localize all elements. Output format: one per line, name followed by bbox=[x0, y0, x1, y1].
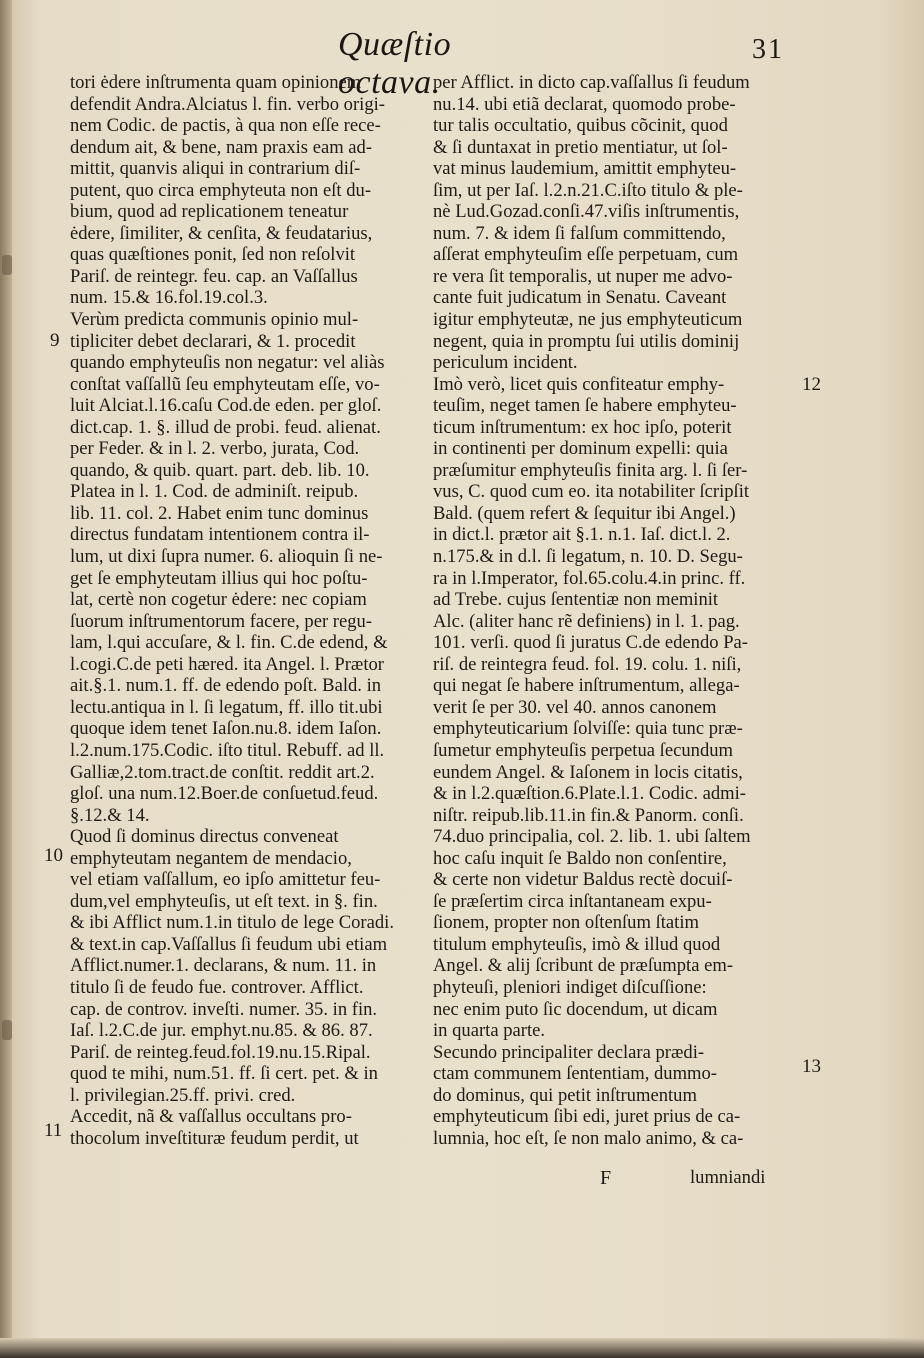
text-line: ad Trebe. cujus ſententiæ non meminit bbox=[433, 589, 719, 611]
text-line: defendit Andra.Alciatus l. fin. verbo origi- bbox=[70, 93, 385, 115]
text-line: Quod ſi dominus directus conveneat bbox=[70, 826, 339, 848]
text-line: Angel. & alij ſcribunt de præſumpta em- bbox=[433, 955, 734, 977]
text-line: tur talis occultatio, quibus cõcinit, quod bbox=[433, 115, 728, 137]
text-line: & ibi Afflict num.1.in titulo de lege Coradi. bbox=[70, 912, 394, 934]
text-line: Imò verò, licet quis confiteatur emphy- bbox=[433, 373, 725, 395]
text-line: negent, quia in promptu ſui utilis dominij bbox=[433, 330, 740, 352]
text-line: quoque idem tenet Iaſon.nu.8. idem Iaſon. bbox=[70, 718, 382, 740]
right-column bbox=[433, 72, 793, 1149]
text-line: §.12.& 14. bbox=[70, 804, 150, 826]
text-line: lectu.antiqua in l. ſi legatum, ff. illo tit.ubi bbox=[70, 696, 383, 718]
text-line: ticum inſtrumentum: ex hoc ipſo, poterit bbox=[433, 416, 732, 438]
text-line: l.cogi.C.de peti hæred. ita Angel. l. Prætor bbox=[70, 653, 384, 675]
edge-mark bbox=[2, 1020, 12, 1040]
text-line: quando emphyteuſis non negatur: vel aliàs bbox=[70, 352, 385, 374]
text-line: quod te mihi, num.51. ff. ſi cert. pet. & in bbox=[70, 1063, 378, 1085]
edge-mark bbox=[2, 255, 12, 275]
running-title: Quæſtio octava. bbox=[338, 26, 452, 101]
text-line: ſumetur emphyteuſis perpetua ſecundum bbox=[433, 739, 733, 761]
text-line: nu.14. ubi etiã declarat, quomodo probe- bbox=[433, 93, 736, 115]
text-line: lib. 11. col. 2. Habet enim tunc dominus bbox=[70, 502, 369, 524]
text-line: cap. de controv. inveſti. numer. 35. in fin. bbox=[70, 998, 378, 1020]
text-line: Galliæ,2.tom.tract.de conſtit. reddit art.2. bbox=[70, 761, 375, 783]
text-line: in quarta parte. bbox=[433, 1020, 546, 1042]
text-line: titulum emphyteuſis, imò & illud quod bbox=[433, 933, 721, 955]
text-line: quas quæſtiones ponit, ſed non reſolvit bbox=[70, 244, 356, 266]
text-line: putent, quo circa emphyteuta non eſt du- bbox=[70, 179, 372, 201]
text-line: lam, l.qui accuſare, & l. fin. C.de edend, & bbox=[70, 632, 388, 654]
text-line: dict.cap. 1. §. illud de probi. feud. alienat. bbox=[70, 416, 381, 438]
text-line: periculum incident. bbox=[433, 352, 578, 374]
text-line: num. 7. & idem ſi falſum committendo, bbox=[433, 222, 726, 244]
page-gutter bbox=[0, 0, 12, 1358]
text-line: phyteuſi, pleniori indiget diſcuſſione: bbox=[433, 976, 707, 998]
text-line: vat minus laudemium, amittit emphyteu- bbox=[433, 158, 737, 180]
text-line: gloſ. una num.12.Boer.de conſuetud.feud. bbox=[70, 783, 379, 805]
text-line: nè Lud.Gozad.conſi.47.viſis inſtrumentis, bbox=[433, 201, 740, 223]
text-line: l.2.num.175.Codic. iſto titul. Rebuff. ad ll. bbox=[70, 739, 385, 761]
text-line: ctam communem ſententiam, dummo- bbox=[433, 1063, 717, 1085]
text-line: n.175.& in d.l. ſi legatum, n. 10. D. Segu- bbox=[433, 546, 743, 568]
text-line: in dict.l. prætor ait §.1. n.1. Iaſ. dict.l. 2. bbox=[433, 524, 731, 546]
text-line: thocolum inveſtituræ feudum perdit, ut bbox=[70, 1127, 359, 1149]
text-line: emphyteuticarium ſolviſſe: quia tunc præ- bbox=[433, 718, 743, 740]
text-line: per Afflict. in dicto cap.vaſſallus ſi feudum bbox=[433, 72, 750, 93]
text-line: mittit, quanvis aliqui in contrarium diſ- bbox=[70, 158, 361, 180]
text-line: qui negat ſe habere inſtrumentum, allega- bbox=[433, 675, 740, 697]
text-line: & in l.2.quæſtion.6.Plate.l.1. Codic. admi- bbox=[433, 783, 746, 805]
text-line: ėdere, ſimiliter, & cenſita, & feudatarius, bbox=[70, 222, 373, 244]
catchword: lumniandi bbox=[690, 1167, 766, 1188]
signature-mark: F bbox=[600, 1167, 612, 1189]
page-bottom-edge bbox=[0, 1338, 924, 1358]
text-line: vus, C. quod cum eo. ita notabiliter ſcripſit bbox=[433, 481, 750, 503]
margin-number-12: 12 bbox=[802, 374, 821, 395]
text-line: ra in l.Imperator, fol.65.colu.4.in princ. ff. bbox=[433, 567, 746, 589]
text-line: do dominus, qui petit inſtrumentum bbox=[433, 1084, 697, 1106]
text-line: Iaſ. l.2.C.de jur. emphyt.nu.85. & 86. 87. bbox=[70, 1020, 373, 1042]
text-line: quando, & quib. quart. part. deb. lib. 10. bbox=[70, 459, 370, 481]
text-line: luit Alciat.l.16.caſu Cod.de eden. per gloſ. bbox=[70, 395, 382, 417]
text-line: conſtat vaſſallũ ſeu emphyteutam eſſe, vo- bbox=[70, 373, 380, 395]
text-line: & ſi duntaxat in pretio mentiatur, ut ſol- bbox=[433, 136, 728, 158]
text-line: 74.duo principalia, col. 2. lib. 1. ubi ſaltem bbox=[433, 826, 751, 848]
text-line: ſuorum inſtrumentorum facere, per regu- bbox=[70, 610, 373, 632]
text-line: Accedit, nã & vaſſallus occultans pro- bbox=[70, 1106, 352, 1128]
text-line: vel etiam vaſſallum, eo ipſo amittetur feu- bbox=[70, 869, 381, 891]
text-line: niſtr. reipub.lib.11.in fin.& Panorm. conſi. bbox=[433, 804, 744, 826]
text-line: emphyteutam negantem de mendacio, bbox=[70, 847, 352, 869]
text-line: ſe præſertim circa inſtantaneam expu- bbox=[433, 890, 712, 912]
text-line: emphyteuticum ſibi edi, juret prius de ca- bbox=[433, 1106, 741, 1128]
text-line: Alc. (aliter hanc rẽ definiens) in l. 1. pag. bbox=[433, 610, 740, 632]
text-line: ſim, ut per Iaſ. l.2.n.21.C.iſto titulo & ple- bbox=[433, 179, 743, 201]
text-line: lat, certè non cogetur ėdere: nec copiam bbox=[70, 589, 367, 611]
text-line: eundem Angel. & Iaſonem in locis citatis, bbox=[433, 761, 743, 783]
margin-number-13: 13 bbox=[802, 1056, 821, 1077]
text-line: get ſe emphyteutam illius qui hoc poſtu- bbox=[70, 567, 368, 589]
text-line: re vera ſit temporalis, ut nuper me advo- bbox=[433, 265, 733, 287]
text-line: Pariſ. de reintegr. feu. cap. an Vaſſallus bbox=[70, 265, 358, 287]
text-line: num. 15.& 16.fol.19.col.3. bbox=[70, 287, 268, 309]
text-line: præſumitur emphyteuſis finita arg. l. ſi ſer- bbox=[433, 459, 748, 481]
margin-number-10: 10 bbox=[44, 845, 63, 866]
text-line: l. privilegian.25.ff. privi. cred. bbox=[70, 1084, 296, 1106]
text-line: ait.§.1. num.1. ff. de edendo poſt. Bald. in bbox=[70, 675, 382, 697]
text-line: hoc caſu inquit ſe Baldo non conſentire, bbox=[433, 847, 727, 869]
margin-number-11: 11 bbox=[44, 1120, 63, 1141]
page-number: 31 bbox=[752, 34, 784, 65]
text-line: per Feder. & in l. 2. verbo, jurata, Cod. bbox=[70, 438, 360, 460]
text-line: ſionem, propter non oſtenſum ſtatim bbox=[433, 912, 699, 934]
text-line: tori ėdere inſtrumenta quam opinionem bbox=[70, 72, 362, 93]
text-line: nem Codic. de pactis, à qua non eſſe rece- bbox=[70, 115, 381, 137]
text-line: Bald. (quem refert & ſequitur ibi Angel.) bbox=[433, 502, 736, 524]
text-line: 101. verſi. quod ſi juratus C.de edendo Pa- bbox=[433, 632, 749, 654]
text-line: aſſerat emphyteuſim eſſe perpetuam, cum bbox=[433, 244, 739, 266]
text-line: titulo ſi de feudo fue. controver. Afflict. bbox=[70, 976, 364, 998]
text-line: Afflict.numer.1. declarans, & num. 11. in bbox=[70, 955, 377, 977]
text-line: nec enim puto ſic docendum, ut dicam bbox=[433, 998, 718, 1020]
text-line: lum, ut dixi ſupra numer. 6. alioquin ſi ne- bbox=[70, 546, 383, 568]
text-line: in continenti per dominum expelli: quia bbox=[433, 438, 728, 460]
text-line: lumnia, hoc eſt, ſe non malo animo, & ca- bbox=[433, 1127, 744, 1149]
text-line: Secundo principaliter declara prædi- bbox=[433, 1041, 705, 1063]
text-line: directus fundatam intentionem contra il- bbox=[70, 524, 370, 546]
text-line: bium, quod ad replicationem teneatur bbox=[70, 201, 349, 223]
text-line: igitur emphyteutæ, ne jus emphyteuticum bbox=[433, 309, 743, 331]
text-line: cante fuit judicatum in Senatu. Caveant bbox=[433, 287, 727, 309]
text-line: dum,vel emphyteuſis, ut eſt text. in §. fin. bbox=[70, 890, 378, 912]
text-line: Pariſ. de reinteg.feud.fol.19.nu.15.Ripal. bbox=[70, 1041, 371, 1063]
margin-number-9: 9 bbox=[50, 330, 60, 351]
text-line: tipliciter debet declarari, & 1. procedit bbox=[70, 330, 356, 352]
text-line: Verùm predicta communis opinio mul- bbox=[70, 309, 359, 331]
text-line: & certe non videtur Baldus rectè docuiſ- bbox=[433, 869, 733, 891]
left-column bbox=[70, 72, 420, 1149]
text-line: teuſim, neget tamen ſe habere emphyteu- bbox=[433, 395, 737, 417]
text-line: riſ. de reintegra feud. fol. 19. colu. 1. niſi, bbox=[433, 653, 742, 675]
text-line: dendum ait, & bene, nam praxis eam ad- bbox=[70, 136, 373, 158]
text-line: & text.in cap.Vaſſallus ſi feudum ubi etiam bbox=[70, 933, 388, 955]
text-line: Platea in l. 1. Cod. de adminiſt. reipub. bbox=[70, 481, 359, 503]
text-line: verit ſe per 30. vel 40. annos canonem bbox=[433, 696, 717, 718]
